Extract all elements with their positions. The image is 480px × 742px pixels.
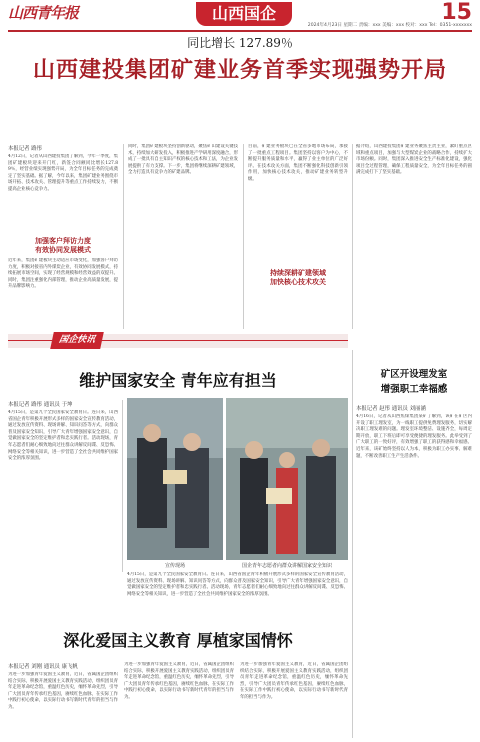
newspaper-logo: 山西青年报 (8, 4, 79, 22)
story2-text: 4月15日，是第九个全民国家安全教育日。连日来，山西省国企青年积极开展形式多样的国家安全宣传教育活动，通过发放宣传资料、现场讲解、知识问答等方式，向群众普及国家安全知识，引导广大青年增强国家安全意识，自觉做国家安全的坚定维护者和忠实践行者。活动现场，青年志愿者们耐心细致地向过往群众讲解反间谍、反恐怖、网络安全等相关知识，进一步营造了全社会共同维护国家安全的浓厚氛围。 (8, 410, 118, 462)
story2-text-cont: 4月15日，是第九个全民国家安全教育日。连日来，山西省国企青年积极开展形式多样的国家安全宣传教育活动，通过发放宣传资料、现场讲解、知识问答等方式，向群众普及国家安全知识，引导广大青年增强国家安全意识，自觉做国家安全的坚定维护者和忠实践行者。活动现场，青年志愿者们耐心细致地向过往群众讲解反间谍、反恐怖、网络安全等相关知识，进一步营造了全社会共同维护国家安全的浓厚氛围。 (127, 572, 348, 597)
story2-headline: 维护国家安全 青年应有担当 (79, 371, 277, 390)
ribbon-badge: 国企快讯 (50, 332, 104, 349)
story3-col3-text: 为进一步加强青年爱国主义教育，近日，省属国企团组织结合实际，积极开展爱国主义教育实践活动，组织团员青年走进革命纪念馆，重温红色历史，缅怀革命先烈，引导广大团员青年传承红色基因，赓续红色血脉，在实际工作中践行初心使命，以实际行动书写新时代青年的担当与作为。 (240, 662, 348, 700)
lead-col2-text: 同时，集团矿建板块坚持创新驱动，聚焦矿山建设关键技术，持续加大研发投入，积极推进产学研用深度融合，形成了一批具有自主知识产权的核心技术和工法，为企业发展提供了有力支撑。下一步，集团将继续深耕矿建领域，全力打造具有竞争力的矿建品牌。 (128, 144, 238, 176)
column-divider (243, 144, 244, 329)
lead-byline: 本报记者 路彤 (8, 146, 43, 152)
lead-col3-text: 目前，矿建业务板块已在全省多地市场布局，承接了一批重点工程项目。集团坚持以客户为中心，不断提升服务质量和水平，赢得了业主单位的广泛好评。在技术攻关方面，集团不断强化科技创新引领作用，加快核心技术攻关，推动矿建业务转型升级。 (248, 144, 348, 182)
lead-col1b-text: 近年来，集团矿建板块主动适应市场变化，加强客户拜访力度，积极对接省内外煤炭企业，有效协同发展模式，持续拓展市场空间，实现了经营规模和经营效益的双提升。同时，集团注重强化内部管理，推动企业高质量发展，提升品牌影响力。 (8, 258, 118, 290)
sidebar-divider (352, 350, 353, 738)
section-title: 山西国企 (196, 2, 292, 26)
lead-col1-text: 4月12日，记者从山西建投集团了解到，今年一季度，集团矿建板块迎来开门红，新签合同额同比增长127.89％，经营业绩实现强势开局，为全年目标任务的完成奠定了坚实基础。据了解，今年以来，集团矿建业务围绕市场开拓、技术攻关、管理提升等重点工作持续发力，不断提高企业核心竞争力。 (8, 154, 118, 192)
sidebar-byline: 本报记者 赵彤 通讯员 刘丽涵 (356, 406, 426, 412)
column-divider (122, 400, 123, 572)
header-divider (8, 30, 472, 32)
sidebar-headline: 矿区开设理发室 增强职工幸福感 (380, 369, 448, 395)
story2-byline: 本报记者 路彤 通讯员 于坤 (8, 402, 73, 408)
story2-photo-2-caption: 国企青年志愿者向群众讲解国家安全知识 (241, 563, 332, 569)
column-divider (352, 144, 353, 329)
story2-photo-1-caption: 宣传现场 (164, 563, 185, 569)
photo-illustration (226, 398, 348, 560)
lead-headline: 山西建投集团矿建业务首季实现强势开局 (32, 57, 447, 83)
photo-illustration (127, 398, 223, 560)
lead-kicker: 同比增长 127.89％ (187, 36, 293, 50)
lead-subhead-2: 持续深耕矿建领域 加快核心技术攻关 (270, 268, 326, 286)
story3-headline: 深化爱国主义教育 厚植家国情怀 (63, 631, 293, 650)
lead-col4-text: 据介绍，山西建投集团矿建业务聚焦主责主业，紧盯重点区域和重点项目，加强与大型煤炭企业的战略合作，持续扩大市场份额。同时，集团深入推进安全生产标准化建设，强化项目全过程管理，确保工程质量安全，为全年目标任务的圆满完成打下了坚实基础。 (356, 144, 472, 176)
story3-byline: 本报记者 刘刚 通讯员 康飞帆 (8, 664, 78, 670)
story3-col1-text: 为进一步加强青年爱国主义教育，近日，省属国企团组织结合实际，积极开展爱国主义教育实践活动，组织团员青年走进革命纪念馆，重温红色历史，缅怀革命先烈，引导广大团员青年传承红色基因，赓续红色血脉，在实际工作中践行初心使命，以实际行动书写新时代青年的担当与作为。 (8, 672, 118, 710)
column-divider (123, 144, 124, 329)
lead-subhead-1: 加强客户拜访力度 有效协同发展模式 (35, 236, 91, 254)
sidebar-text: 4月16日，记者从山西焦煤集团某矿了解到，该矿在矿区内开设了职工理发室，为一线职工提供免费理发服务，切实解决职工理发难的问题。理发室环境整洁、设施齐全，每周定期开放，职工下班后即可享受便捷的理发服务。此举受到了广大职工的一致好评，有效增强了职工的获得感和幸福感。近年来，该矿始终坚持以人为本，积极为职工办实事、解难题，不断改善职工生产生活条件。 (356, 414, 472, 459)
masthead-info: 2024年4月23日 星期二 责编：xxx 美编：xxx 校对：xxx Tel：0351-xxxxxxx (307, 23, 472, 28)
story3-col2-text: 为进一步加强青年爱国主义教育，近日，省属国企团组织结合实际，积极开展爱国主义教育实践活动，组织团员青年走进革命纪念馆，重温红色历史，缅怀革命先烈，引导广大团员青年传承红色基因，赓续红色血脉，在实际工作中践行初心使命，以实际行动书写新时代青年的担当与作为。 (124, 662, 234, 700)
story2-photo-1 (127, 398, 223, 560)
page-number: 15 (441, 0, 472, 25)
story2-photo-2 (226, 398, 348, 560)
